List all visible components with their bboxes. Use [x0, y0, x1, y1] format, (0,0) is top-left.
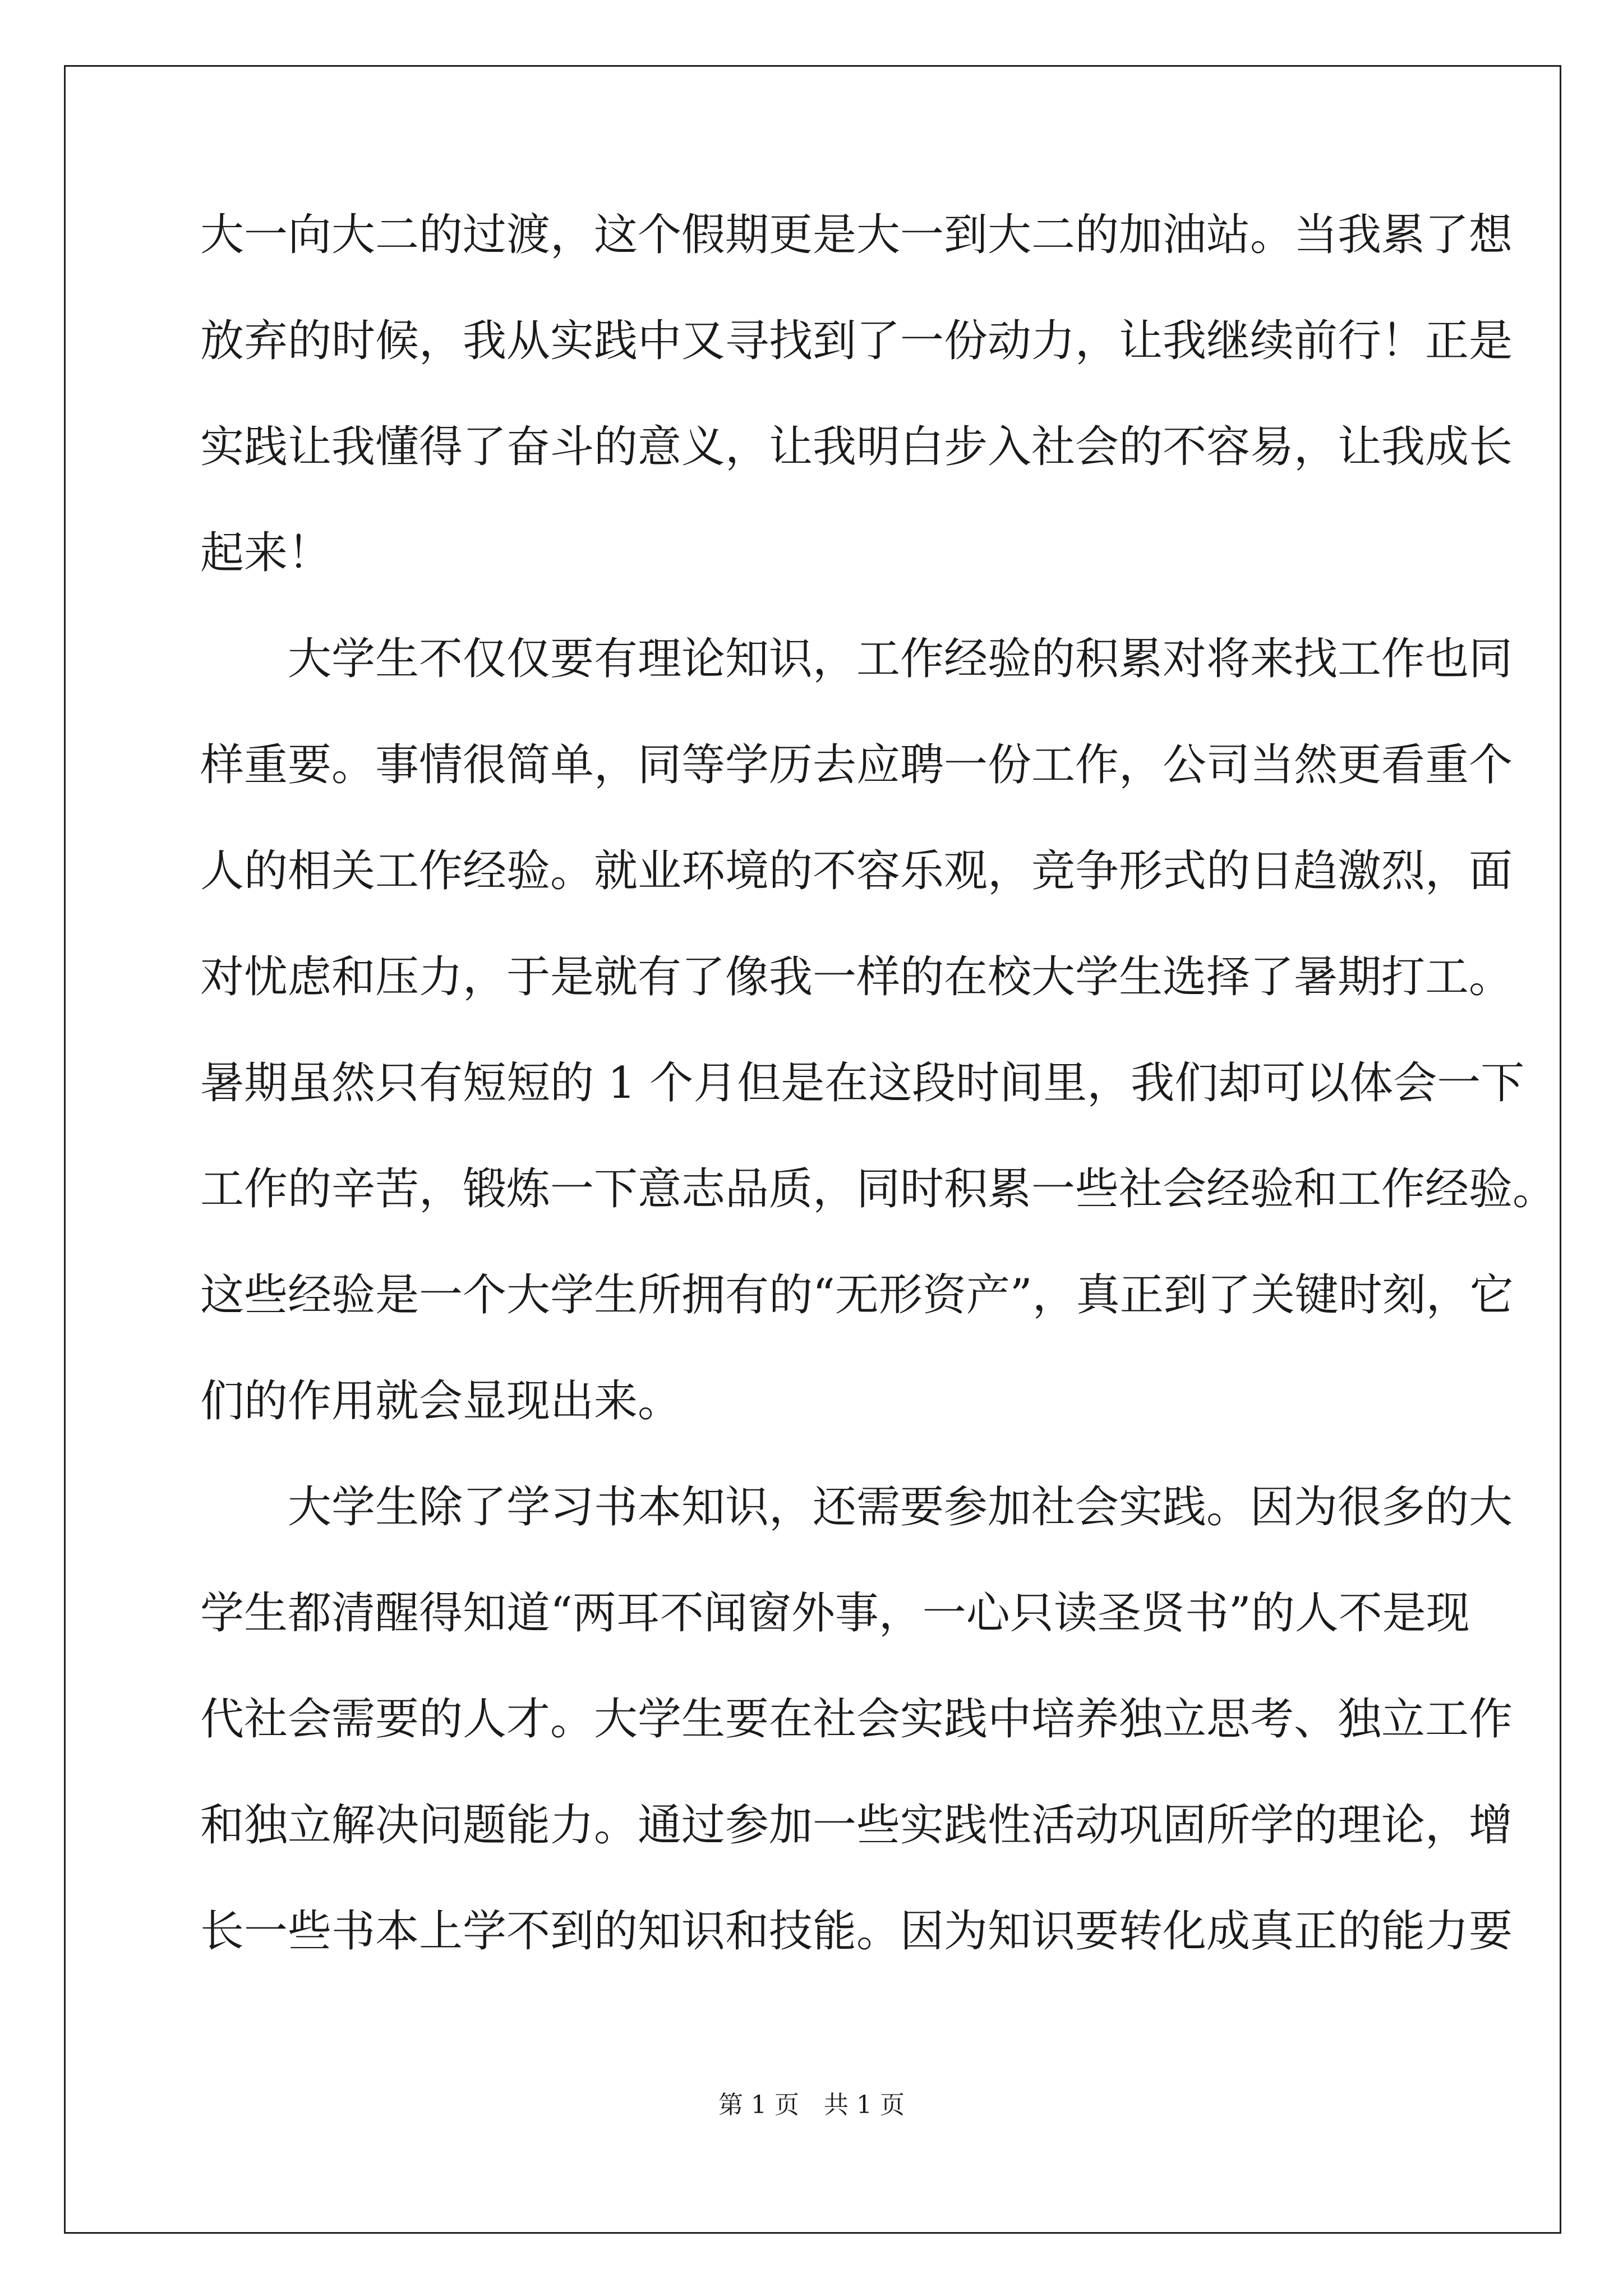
text-line: 和独立解决问题能力。通过参加一些实践性活动巩固所学的理论，增: [200, 1800, 1513, 1851]
paragraph-start-line: 大学生不仅仅要有理论知识，工作经验的积累对将来找工作也同: [200, 634, 1513, 684]
text-line: 人的相关工作经验。就业环境的不容乐观，竞争形式的日趋激烈，面: [200, 846, 1513, 896]
text-line: 长一些书本上学不到的知识和技能。因为知识要转化成真正的能力要: [200, 1906, 1513, 1957]
text-line: 起来！: [200, 528, 332, 578]
paragraph-start-line: 大学生除了学习书本知识，还需要参加社会实践。因为很多的大: [200, 1482, 1513, 1533]
text-line: 大一向大二的过渡，这个假期更是大一到大二的加油站。当我累了想: [200, 210, 1513, 260]
text-line: 对忧虑和压力，于是就有了像我一样的在校大学生选择了暑期打工。: [200, 952, 1513, 1002]
text-line: 放弃的时候，我从实践中又寻找到了一份动力，让我继续前行！正是: [200, 316, 1513, 366]
text-line: 学生都清醒得知道“两耳不闻窗外事，一心只读圣贤书”的人不是现: [200, 1588, 1470, 1639]
text-line: 样重要。事情很简单，同等学历去应聘一份工作，公司当然更看重个: [200, 740, 1513, 790]
text-line: 工作的辛苦，锻炼一下意志品质，同时积累一些社会经验和工作经验。: [200, 1164, 1557, 1214]
text-line: 代社会需要的人才。大学生要在社会实践中培养独立思考、独立工作: [200, 1694, 1513, 1745]
text-line: 暑期虽然只有短短的 1 个月但是在这段时间里，我们却可以体会一下: [200, 1058, 1525, 1108]
text-line: 这些经验是一个大学生所拥有的“无形资产”，真正到了关键时刻，它: [200, 1270, 1514, 1320]
text-line: 们的作用就会显现出来。: [200, 1376, 682, 1427]
text-line: 实践让我懂得了奋斗的意义，让我明白步入社会的不容易，让我成长: [200, 422, 1513, 472]
page-number-footer: 第 1 页 共 1 页: [718, 2091, 905, 2119]
